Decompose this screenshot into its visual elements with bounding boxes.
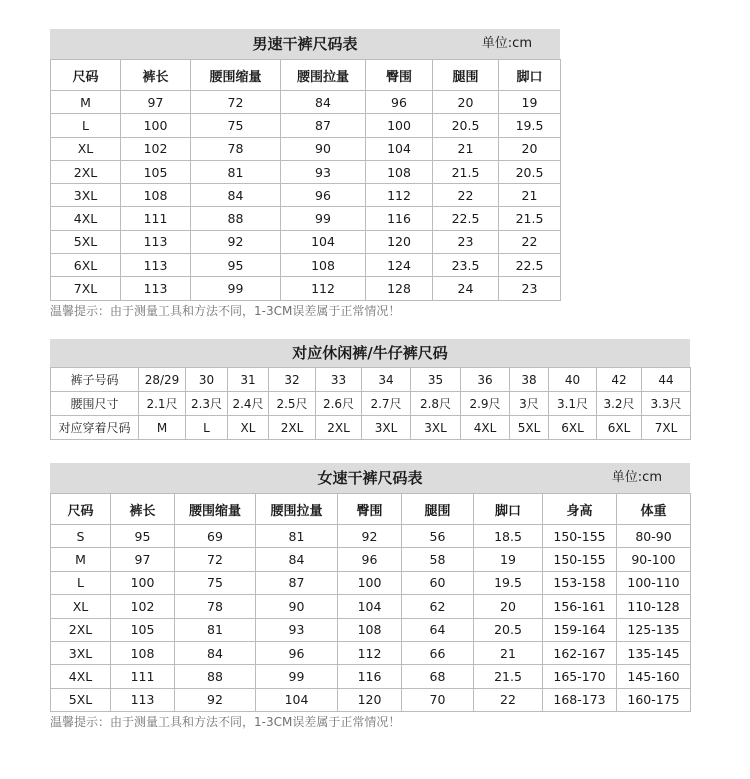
jeans-table-row-cell: XL: [228, 416, 269, 440]
men-table-row-cell: 22: [433, 184, 499, 207]
women-table-row: [51, 525, 691, 548]
women-table-row-cell: 2XL: [51, 618, 111, 641]
men-table-row-cell: 90: [281, 137, 366, 160]
men-table-row-cell: 20: [433, 91, 499, 114]
jeans-table-row-cell: 2.1尺: [139, 392, 186, 416]
men-table-row-cell: 22.5: [499, 254, 561, 277]
men-table-row-cell: 116: [366, 207, 433, 230]
men-header-row-cell: 尺码: [51, 60, 121, 91]
men-table-row-cell: 104: [281, 230, 366, 253]
women-table-row-cell: 162-167: [543, 641, 617, 664]
women-table-row-cell: 62: [402, 595, 474, 618]
jeans-table-row-cell: 4XL: [461, 416, 510, 440]
women-table-row-cell: 108: [338, 618, 402, 641]
jeans-table-row-cell: 3XL: [362, 416, 411, 440]
jeans-table-row-cell: 2XL: [316, 416, 362, 440]
men-table-row-cell: 23: [433, 230, 499, 253]
jeans-table-row-cell: 2.3尺: [186, 392, 228, 416]
men-table-row-cell: 81: [191, 160, 281, 183]
men-header-row-cell: 腰围拉量: [281, 60, 366, 91]
women-table-row-cell: 150-155: [543, 525, 617, 548]
jeans-chart-title-bar: [50, 339, 690, 367]
women-table-row-cell: S: [51, 525, 111, 548]
jeans-table-row-cell: 2.8尺: [411, 392, 461, 416]
men-table-row-cell: 92: [191, 230, 281, 253]
men-table-row-cell: 96: [366, 91, 433, 114]
men-table-row-cell: 75: [191, 114, 281, 137]
women-header-row-cell: 尺码: [51, 494, 111, 525]
men-table-row-cell: 99: [281, 207, 366, 230]
men-table-row-cell: 21.5: [499, 207, 561, 230]
women-table-row-cell: 90-100: [617, 548, 691, 571]
jeans-table-row-cell: 28/29: [139, 368, 186, 392]
women-table-row-cell: 110-128: [617, 595, 691, 618]
women-table-row-cell: 125-135: [617, 618, 691, 641]
men-table-row-cell: 102: [121, 137, 191, 160]
women-table-row: [51, 571, 691, 594]
women-table-row-cell: 4XL: [51, 665, 111, 688]
women-table-row-cell: 64: [402, 618, 474, 641]
men-table-row-cell: 4XL: [51, 207, 121, 230]
women-size-chart: [50, 463, 690, 712]
men-table-row-cell: 21: [499, 184, 561, 207]
jeans-table-row-cell: 2.6尺: [316, 392, 362, 416]
women-header-row: [51, 494, 691, 525]
women-table-row-cell: 70: [402, 688, 474, 711]
women-table-row-cell: L: [51, 571, 111, 594]
men-table-row: [51, 254, 561, 277]
jeans-table-row-cell: 6XL: [597, 416, 642, 440]
men-table-row-cell: 113: [121, 277, 191, 300]
jeans-table-row: [51, 416, 691, 440]
jeans-table-row-cell: 33: [316, 368, 362, 392]
jeans-table-row-cell: 3.1尺: [549, 392, 597, 416]
men-header-row-cell: 裤长: [121, 60, 191, 91]
men-table-row-cell: 108: [281, 254, 366, 277]
men-table-row-cell: 113: [121, 254, 191, 277]
men-table-row-cell: 87: [281, 114, 366, 137]
jeans-table-row-cell: L: [186, 416, 228, 440]
men-table-row-cell: 104: [366, 137, 433, 160]
women-table-row-cell: 113: [111, 688, 175, 711]
women-header-row-cell: 裤长: [111, 494, 175, 525]
jeans-table-row-cell: 3XL: [411, 416, 461, 440]
men-table-row-cell: L: [51, 114, 121, 137]
women-table-row: [51, 595, 691, 618]
women-table-row-cell: 112: [338, 641, 402, 664]
women-table-row-cell: 75: [175, 571, 256, 594]
men-table-row-cell: XL: [51, 137, 121, 160]
jeans-table-row: [51, 368, 691, 392]
women-table-row-cell: 68: [402, 665, 474, 688]
men-table-row: [51, 91, 561, 114]
men-table-row-cell: 21.5: [433, 160, 499, 183]
jeans-table-row-cell: 2.9尺: [461, 392, 510, 416]
jeans-table-row-cell: 42: [597, 368, 642, 392]
women-table-row-cell: 116: [338, 665, 402, 688]
women-table-row-cell: 156-161: [543, 595, 617, 618]
women-header-row-cell: 体重: [617, 494, 691, 525]
men-table-row-cell: 93: [281, 160, 366, 183]
women-table-row-cell: 135-145: [617, 641, 691, 664]
men-table-row-cell: 19.5: [499, 114, 561, 137]
men-measurement-note: 温馨提示：由于测量工具和方法不同，1-3CM误差属于正常情况！: [50, 304, 401, 318]
men-table-row-cell: 72: [191, 91, 281, 114]
women-table-row-cell: 88: [175, 665, 256, 688]
jeans-table-row-cell: 2XL: [269, 416, 316, 440]
women-table-row: [51, 618, 691, 641]
women-chart-title-bar: [50, 463, 690, 493]
men-header-row-cell: 腿围: [433, 60, 499, 91]
women-table-row-cell: 159-164: [543, 618, 617, 641]
women-table-row-cell: 21.5: [474, 665, 543, 688]
women-header-row-cell: 腿围: [402, 494, 474, 525]
women-table-row-cell: 150-155: [543, 548, 617, 571]
men-table-row-cell: 6XL: [51, 254, 121, 277]
men-table-row-cell: 22.5: [433, 207, 499, 230]
women-table-row-cell: 80-90: [617, 525, 691, 548]
women-table-row-cell: 87: [256, 571, 338, 594]
men-table-row: [51, 207, 561, 230]
women-table-row-cell: 66: [402, 641, 474, 664]
men-table-row-cell: 20.5: [433, 114, 499, 137]
men-table-row-cell: M: [51, 91, 121, 114]
jeans-table-row-cell: 3.3尺: [642, 392, 691, 416]
men-table-row: [51, 160, 561, 183]
women-table-row-cell: 165-170: [543, 665, 617, 688]
women-size-table: [50, 493, 691, 712]
jeans-table-row-cell: 对应穿着尺码: [51, 416, 139, 440]
women-table-row-cell: 153-158: [543, 571, 617, 594]
jeans-table-row-cell: 7XL: [642, 416, 691, 440]
jeans-table-row: [51, 392, 691, 416]
women-table-row-cell: XL: [51, 595, 111, 618]
men-header-row-cell: 脚口: [499, 60, 561, 91]
men-table-row-cell: 100: [121, 114, 191, 137]
men-table-row-cell: 20: [499, 137, 561, 160]
women-table-row-cell: 95: [111, 525, 175, 548]
jeans-table-row-cell: 34: [362, 368, 411, 392]
women-chart-title: 女速干裤尺码表: [317, 469, 423, 487]
women-header-row-cell: 臀围: [338, 494, 402, 525]
women-table-row-cell: 97: [111, 548, 175, 571]
women-table-row-cell: 100: [111, 571, 175, 594]
jeans-table-row-cell: 3尺: [510, 392, 549, 416]
men-size-table: [50, 59, 561, 301]
men-size-chart: [50, 29, 560, 301]
men-table-row-cell: 7XL: [51, 277, 121, 300]
women-table-row-cell: 102: [111, 595, 175, 618]
men-table-row-cell: 3XL: [51, 184, 121, 207]
women-table-row-cell: 72: [175, 548, 256, 571]
women-table-row: [51, 548, 691, 571]
women-table-row: [51, 641, 691, 664]
men-table-row-cell: 128: [366, 277, 433, 300]
women-table-row-cell: 104: [256, 688, 338, 711]
men-table-row: [51, 114, 561, 137]
jeans-table-row-cell: 5XL: [510, 416, 549, 440]
men-table-row-cell: 120: [366, 230, 433, 253]
jeans-table-row-cell: 38: [510, 368, 549, 392]
women-header-row-cell: 腰围缩量: [175, 494, 256, 525]
men-table-row: [51, 184, 561, 207]
men-table-row-cell: 99: [191, 277, 281, 300]
women-table-row-cell: 69: [175, 525, 256, 548]
men-table-row-cell: 124: [366, 254, 433, 277]
men-table-row-cell: 21: [433, 137, 499, 160]
men-table-row-cell: 5XL: [51, 230, 121, 253]
men-table-row-cell: 23: [499, 277, 561, 300]
women-table-row-cell: M: [51, 548, 111, 571]
women-table-row-cell: 100: [338, 571, 402, 594]
women-table-row-cell: 78: [175, 595, 256, 618]
men-table-row-cell: 2XL: [51, 160, 121, 183]
women-header-row-cell: 身高: [543, 494, 617, 525]
jeans-chart-title: 对应休闲裤/牛仔裤尺码: [292, 344, 448, 362]
men-table-row-cell: 96: [281, 184, 366, 207]
jeans-table-row-cell: 36: [461, 368, 510, 392]
men-table-row-cell: 112: [366, 184, 433, 207]
jeans-table-row-cell: 44: [642, 368, 691, 392]
women-table-row-cell: 120: [338, 688, 402, 711]
men-table-row-cell: 97: [121, 91, 191, 114]
women-table-row-cell: 20.5: [474, 618, 543, 641]
women-table-row-cell: 81: [175, 618, 256, 641]
men-table-row-cell: 19: [499, 91, 561, 114]
jeans-table-row-cell: 裤子号码: [51, 368, 139, 392]
men-table-row-cell: 78: [191, 137, 281, 160]
men-table-row-cell: 111: [121, 207, 191, 230]
jeans-table-row-cell: 2.4尺: [228, 392, 269, 416]
jeans-size-chart: [50, 339, 690, 440]
jeans-table-row-cell: 40: [549, 368, 597, 392]
men-chart-title: 男速干裤尺码表: [252, 35, 358, 53]
men-table-row-cell: 23.5: [433, 254, 499, 277]
men-table-row-cell: 113: [121, 230, 191, 253]
men-table-row-cell: 112: [281, 277, 366, 300]
men-header-row-cell: 腰围缩量: [191, 60, 281, 91]
men-chart-title-bar: [50, 29, 560, 59]
men-table-row: [51, 137, 561, 160]
men-table-row-cell: 100: [366, 114, 433, 137]
jeans-table-row-cell: 30: [186, 368, 228, 392]
women-table-row-cell: 100-110: [617, 571, 691, 594]
women-table-row: [51, 688, 691, 711]
men-table-row-cell: 20.5: [499, 160, 561, 183]
women-header-row-cell: 脚口: [474, 494, 543, 525]
men-table-row-cell: 108: [121, 184, 191, 207]
jeans-table-row-cell: 35: [411, 368, 461, 392]
men-table-row-cell: 84: [191, 184, 281, 207]
men-table-row-cell: 88: [191, 207, 281, 230]
men-table-row-cell: 84: [281, 91, 366, 114]
men-header-row-cell: 臀围: [366, 60, 433, 91]
women-table-row-cell: 22: [474, 688, 543, 711]
women-header-row-cell: 腰围拉量: [256, 494, 338, 525]
women-table-row-cell: 19: [474, 548, 543, 571]
women-chart-unit: 单位:cm: [611, 470, 662, 485]
men-table-row-cell: 24: [433, 277, 499, 300]
women-table-row-cell: 145-160: [617, 665, 691, 688]
women-table-row-cell: 3XL: [51, 641, 111, 664]
jeans-table-row-cell: 6XL: [549, 416, 597, 440]
women-table-row: [51, 665, 691, 688]
jeans-table-row-cell: 2.7尺: [362, 392, 411, 416]
women-measurement-note: 温馨提示：由于测量工具和方法不同，1-3CM误差属于正常情况！: [50, 715, 401, 729]
women-table-row-cell: 84: [175, 641, 256, 664]
women-table-row-cell: 19.5: [474, 571, 543, 594]
men-table-row-cell: 108: [366, 160, 433, 183]
women-table-row-cell: 5XL: [51, 688, 111, 711]
women-table-row-cell: 90: [256, 595, 338, 618]
men-table-row-cell: 95: [191, 254, 281, 277]
women-table-row-cell: 108: [111, 641, 175, 664]
men-table-row-cell: 105: [121, 160, 191, 183]
women-table-row-cell: 56: [402, 525, 474, 548]
women-table-row-cell: 84: [256, 548, 338, 571]
jeans-size-table: [50, 367, 691, 440]
women-table-row-cell: 92: [338, 525, 402, 548]
men-header-row: [51, 60, 561, 91]
women-table-row-cell: 93: [256, 618, 338, 641]
men-table-row-cell: 22: [499, 230, 561, 253]
jeans-table-row-cell: 32: [269, 368, 316, 392]
women-table-row-cell: 160-175: [617, 688, 691, 711]
women-table-row-cell: 20: [474, 595, 543, 618]
jeans-table-row-cell: M: [139, 416, 186, 440]
women-table-row-cell: 18.5: [474, 525, 543, 548]
women-table-row-cell: 58: [402, 548, 474, 571]
women-table-row-cell: 96: [338, 548, 402, 571]
jeans-table-row-cell: 3.2尺: [597, 392, 642, 416]
women-table-row-cell: 60: [402, 571, 474, 594]
women-table-row-cell: 81: [256, 525, 338, 548]
women-table-row-cell: 96: [256, 641, 338, 664]
women-table-row-cell: 92: [175, 688, 256, 711]
women-table-row-cell: 21: [474, 641, 543, 664]
women-table-row-cell: 104: [338, 595, 402, 618]
men-table-row: [51, 230, 561, 253]
men-table-row: [51, 277, 561, 300]
jeans-table-row-cell: 2.5尺: [269, 392, 316, 416]
women-table-row-cell: 105: [111, 618, 175, 641]
women-table-row-cell: 111: [111, 665, 175, 688]
men-chart-unit: 单位:cm: [481, 36, 532, 51]
women-table-row-cell: 99: [256, 665, 338, 688]
women-table-row-cell: 168-173: [543, 688, 617, 711]
jeans-table-row-cell: 腰围尺寸: [51, 392, 139, 416]
jeans-table-row-cell: 31: [228, 368, 269, 392]
